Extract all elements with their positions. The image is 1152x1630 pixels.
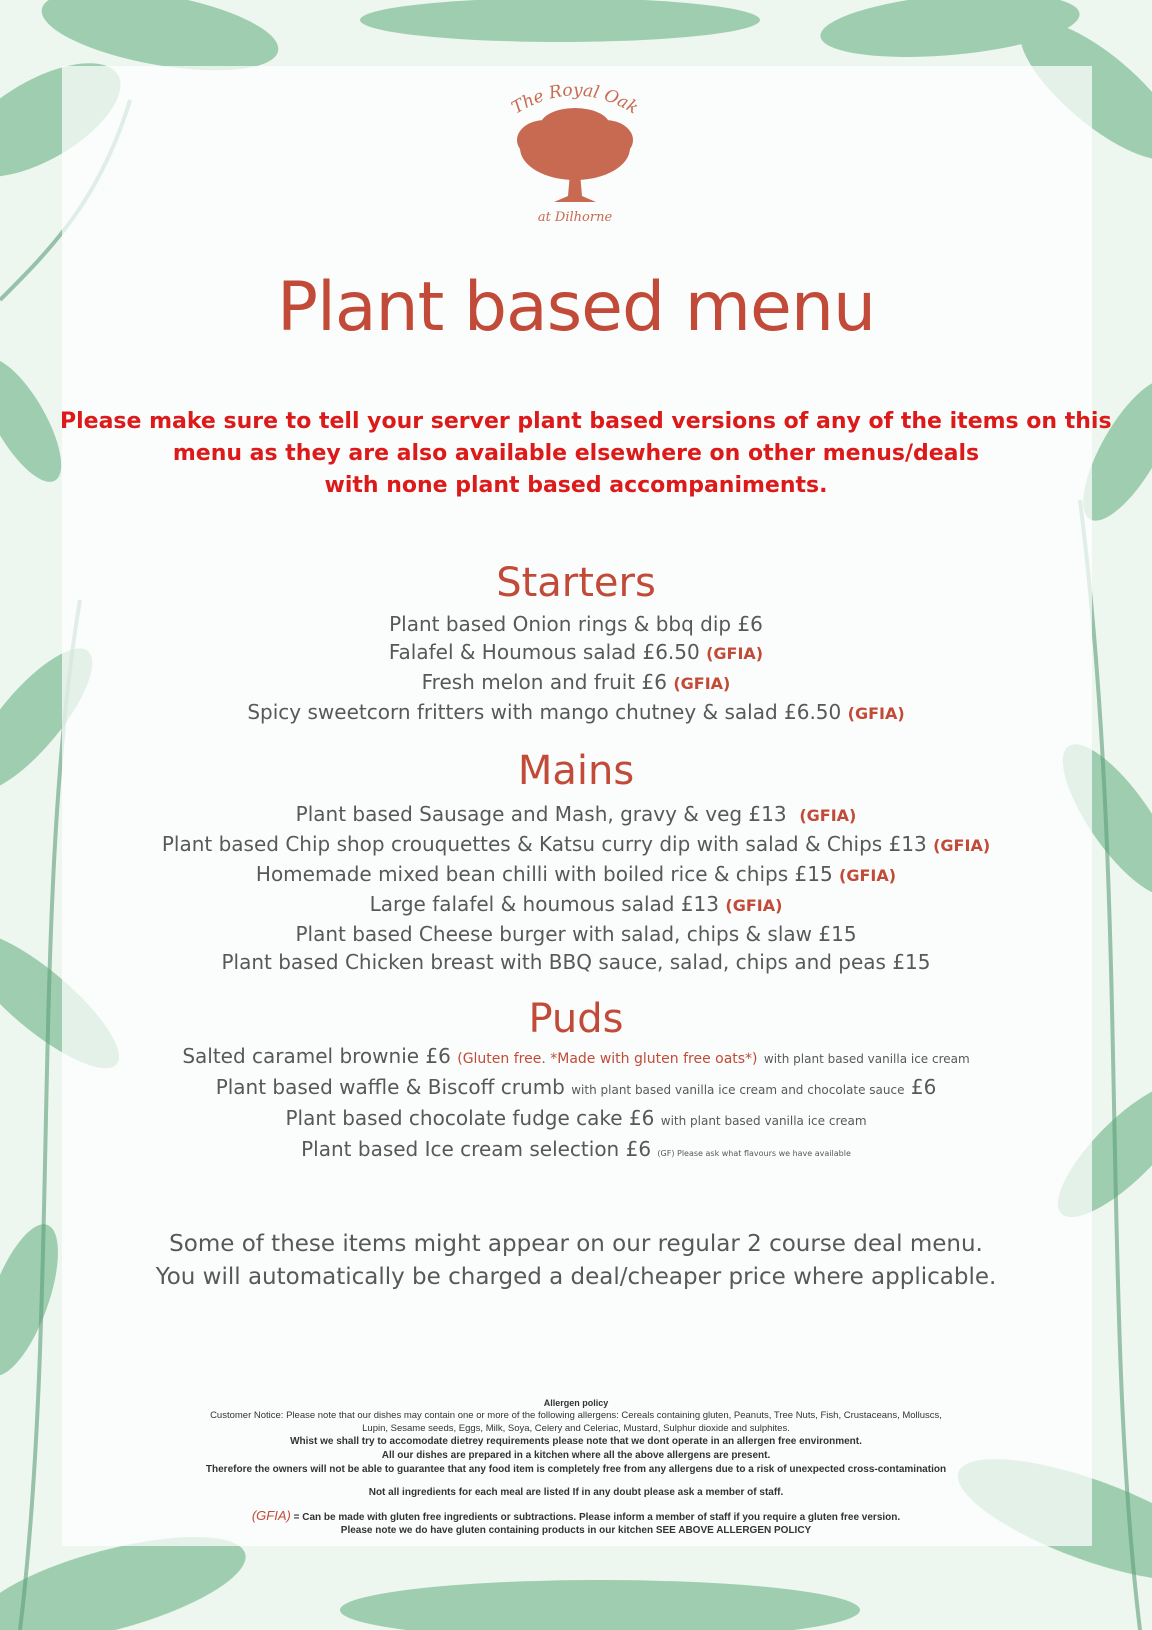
item-text: Plant based Cheese burger with salad, chips & slaw £15 xyxy=(295,922,857,946)
gfia-tag: (GFIA) xyxy=(673,674,731,693)
gluten-free-note: (Gluten free. *Made with gluten free oats*) xyxy=(457,1051,758,1067)
menu-item xyxy=(0,698,1152,728)
item-text: Fresh melon and fruit £6 xyxy=(421,670,667,694)
starters-list xyxy=(0,610,1152,728)
notice-line: menu as they are also available elsewhere on other menus/deals xyxy=(172,441,980,466)
puds-list xyxy=(0,1042,1152,1168)
item-text: Plant based chocolate fudge cake £6 xyxy=(285,1106,655,1130)
item-text: Spicy sweetcorn fritters with mango chutney & salad £6.50 xyxy=(247,700,842,724)
menu-item xyxy=(0,1042,1152,1073)
allergen-statement: All our dishes are prepared in a kitchen where all the above allergens are present. xyxy=(381,1450,771,1461)
allergen-statement: Whist we shall try to accomodate dietrey requirements please note that we dont operate in an allergen free environment. xyxy=(290,1436,862,1447)
menu-item xyxy=(0,638,1152,668)
item-note: with plant based vanilla ice cream xyxy=(660,1114,867,1128)
deal-line: You will automatically be charged a deal/cheaper price where applicable. xyxy=(155,1264,997,1290)
gluten-note: Please note we do have gluten containing products in our kitchen SEE ABOVE ALLERGEN POLICY xyxy=(340,1525,812,1536)
gfia-tag: (GFIA) xyxy=(706,644,764,663)
oak-tree-icon xyxy=(517,108,633,202)
menu-item xyxy=(0,668,1152,698)
gfia-tag: (GFIA) xyxy=(839,866,897,885)
menu-item xyxy=(0,1135,1152,1168)
menu-item xyxy=(0,610,1152,638)
mains-list xyxy=(0,800,1152,976)
menu-item xyxy=(0,800,1152,830)
gfia-tag: (GFIA) xyxy=(799,806,857,825)
item-price: £6 xyxy=(910,1075,937,1099)
mains-heading: Mains xyxy=(517,748,635,794)
menu-item xyxy=(0,890,1152,920)
gfia-legend xyxy=(70,1509,1082,1525)
menu-item xyxy=(0,948,1152,976)
page-title: Plant based menu xyxy=(276,268,876,347)
menu-item xyxy=(0,830,1152,860)
item-text: Plant based Chip shop crouquettes & Katsu curry dip with salad & Chips £13 xyxy=(161,832,927,856)
item-note: (GF) Please ask what flavours we have available xyxy=(657,1149,851,1158)
item-text: Plant based Sausage and Mash, gravy & veg £13 xyxy=(295,802,787,826)
item-text: Falafel & Houmous salad £6.50 xyxy=(388,640,700,664)
allergen-statement: Therefore the owners will not be able to guarantee that any food item is completely free from any allergens due to a risk of unexpected cross-contamination xyxy=(205,1464,947,1475)
deal-notice xyxy=(0,1228,1152,1294)
allergen-title: Allergen policy xyxy=(543,1398,609,1408)
allergen-notice: Customer Notice: Please note that our dishes may contain one or more of the following allergens: Cereals containing gluten, Peanuts, Tree Nuts, Fish, Crustaceans, Molluscs, xyxy=(210,1410,942,1421)
allergen-notice: Lupin, Sesame seeds, Eggs, Milk, Soya, Celery and Celeriac, Mustard, Sulphur dioxide and sulphites. xyxy=(362,1423,790,1434)
menu-item xyxy=(0,1104,1152,1135)
item-text: Plant based Onion rings & bbq dip £6 xyxy=(389,612,763,636)
item-text: Plant based Ice cream selection £6 xyxy=(301,1137,652,1161)
deal-line: Some of these items might appear on our regular 2 course deal menu. xyxy=(169,1231,983,1257)
item-note: with plant based vanilla ice cream xyxy=(763,1052,970,1066)
allergen-policy xyxy=(70,1397,1082,1536)
menu-item xyxy=(0,1073,1152,1104)
gfia-tag: (GFIA) xyxy=(933,836,991,855)
logo-top-text: The Royal Oak xyxy=(508,80,642,119)
logo-bottom-text: at Dilhorne xyxy=(537,210,613,225)
gfia-tag: (GFIA) xyxy=(847,704,905,723)
notice-line: with none plant based accompaniments. xyxy=(324,473,828,498)
item-note: with plant based vanilla ice cream and chocolate sauce xyxy=(571,1083,905,1097)
puds-heading: Puds xyxy=(528,996,624,1042)
ingredients-note: Not all ingredients for each meal are listed If in any doubt please ask a member of staff. xyxy=(368,1487,784,1498)
menu-item xyxy=(0,860,1152,890)
item-text: Salted caramel brownie £6 xyxy=(182,1044,451,1068)
item-text: Homemade mixed bean chilli with boiled rice & chips £15 xyxy=(255,862,833,886)
plant-based-notice xyxy=(60,406,1112,502)
menu-item xyxy=(0,920,1152,948)
gfia-tag: (GFIA) xyxy=(725,896,783,915)
starters-heading: Starters xyxy=(496,560,656,606)
item-text: Plant based Chicken breast with BBQ sauce, salad, chips and peas £15 xyxy=(221,950,931,974)
item-text: Plant based waffle & Biscoff crumb xyxy=(215,1075,565,1099)
notice-line: Please make sure to tell your server plant based versions of any of the items on this xyxy=(60,409,1112,434)
royal-oak-logo xyxy=(490,78,660,228)
gfia-description: = Can be made with gluten free ingredients or subtractions. Please inform a member of staff if you require a gluten free version. xyxy=(293,1512,901,1523)
gfia-key: (GFIA) xyxy=(251,1508,291,1523)
item-text: Large falafel & houmous salad £13 xyxy=(369,892,720,916)
